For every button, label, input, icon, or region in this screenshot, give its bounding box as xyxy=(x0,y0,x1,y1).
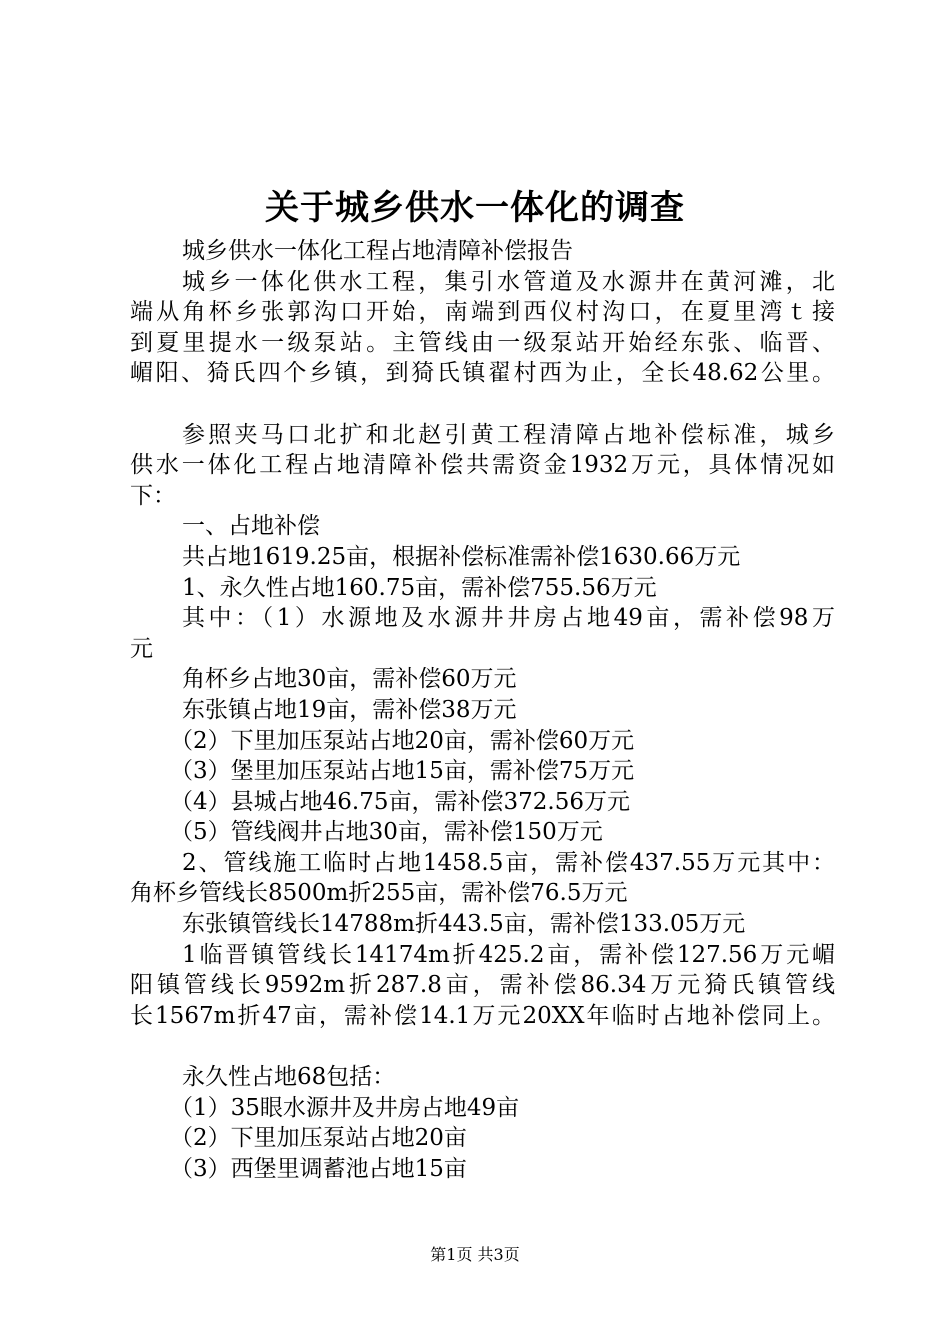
text-line: 东张镇管线长14788m折443.5亩，需补偿133.05万元 xyxy=(182,911,746,938)
text-line: 下： xyxy=(130,482,176,509)
text-line: 供水一体化工程占地清障补偿共需资金1932万元，具体情况如 xyxy=(130,452,835,479)
text-line: 到夏里提水一级泵站。主管线由一级泵站开始经东张、临晋、 xyxy=(130,329,835,356)
text-line: （2）下里加压泵站占地20亩，需补偿60万元 xyxy=(170,727,635,754)
text-line: 角杯乡占地30亩，需补偿60万元 xyxy=(182,666,517,693)
text-line: 参照夹马口北扩和北赵引黄工程清障占地补偿标准，城乡 xyxy=(182,421,835,448)
text-line: 一、占地补偿 xyxy=(182,513,320,540)
text-line: （4）县城占地46.75亩，需补偿372.56万元 xyxy=(170,788,630,815)
text-line: 嵋阳、猗氏四个乡镇，到猗氏镇翟村西为止，全长48.62公里。 xyxy=(130,360,835,387)
text-line: 2、管线施工临时占地1458.5亩，需补偿437.55万元其中： xyxy=(182,849,835,876)
text-line: 城乡供水一体化工程占地清障补偿报告 xyxy=(182,238,573,264)
text-line: （5）管线阀井占地30亩，需补偿150万元 xyxy=(170,819,603,846)
paragraph-gap xyxy=(130,389,835,420)
text-line: 城乡一体化供水工程，集引水管道及水源井在黄河滩，北 xyxy=(182,268,835,295)
text-line: 端从角杯乡张郭沟口开始，南端到西仪村沟口，在夏里湾ｔ接 xyxy=(130,299,835,326)
text-line: 阳镇管线长9592m折287.8亩，需补偿86.34万元猗氏镇管线 xyxy=(130,972,835,999)
document-body xyxy=(130,236,835,1184)
text-line: 其中：（1）水源地及水源井井房占地49亩，需补偿98万 xyxy=(182,605,835,632)
text-line: 元 xyxy=(130,635,153,662)
text-line: 1临晋镇管线长14174m折425.2亩，需补偿127.56万元嵋 xyxy=(182,941,835,968)
text-line: （3）西堡里调蓄池占地15亩 xyxy=(170,1155,467,1182)
text-line: 共占地1619.25亩，根据补偿标准需补偿1630.66万元 xyxy=(182,543,741,570)
page-footer: 第1页 共3页 xyxy=(430,1245,520,1264)
text-line: 角杯乡管线长8500m折255亩，需补偿76.5万元 xyxy=(130,880,628,907)
text-line: （3）堡里加压泵站占地15亩，需补偿75万元 xyxy=(170,758,635,785)
text-line: （2）下里加压泵站占地20亩 xyxy=(170,1125,467,1152)
document-title: 关于城乡供水一体化的调查 xyxy=(265,188,685,228)
paragraph-gap xyxy=(130,1031,835,1062)
text-line: 1、永久性占地160.75亩，需补偿755.56万元 xyxy=(182,574,657,601)
text-line: 长1567m折47亩，需补偿14.1万元20XX年临时占地补偿同上。 xyxy=(130,1002,835,1029)
text-line: 永久性占地68包括： xyxy=(182,1064,396,1091)
text-line: （1）35眼水源井及井房占地49亩 xyxy=(170,1094,520,1121)
text-line: 东张镇占地19亩，需补偿38万元 xyxy=(182,696,517,723)
